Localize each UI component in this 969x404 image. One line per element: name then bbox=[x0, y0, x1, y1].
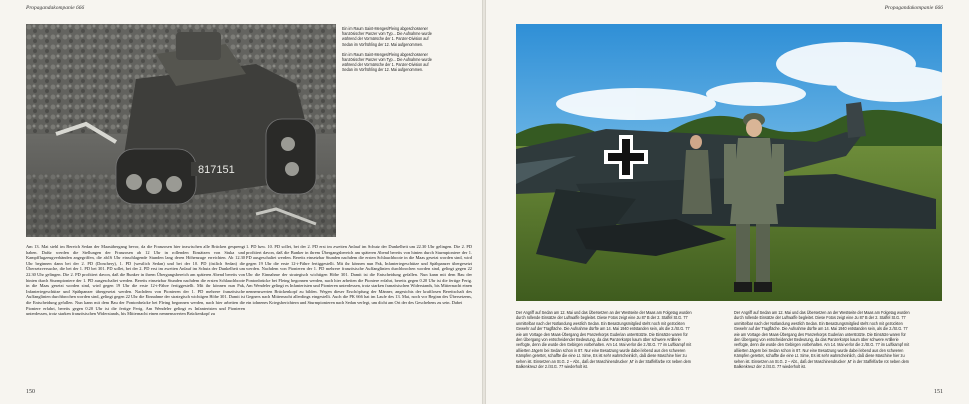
stuka-photo bbox=[516, 24, 942, 301]
tank-caption-column bbox=[342, 26, 437, 78]
tank-photo bbox=[26, 24, 336, 237]
body-text-column-1: Am 13. Mai stehl im Bereich Sedan der Maasübergang bevor, da die Franzosen hier inzwischen alle Brücken gesprengt haben. Dafür werden die Stellungen der Franzosen ab 12 Uhr in rollenden Einsätzen von Stuka und Kampfflugzeugverbänden angegriffen, die ab16 Uhr einschlagende Stunden lang deren Höhenzuge erreichten. Ab 12.30 Uhr beginnen dann bei der 2. PD (Donchery), 1. PD (westlich Sedan) und bei der 10. PD (östlich Sedan) die Übersetzversuche, die bei der 1. PD bei 301. PD sollet, bei der 2. PD erst im zweiten Anlauf im Schutz der Dunkelheit um 22.30 Uhr gelingen. Die 2. PD profitiert davon, daß die Bunker in ihrem Übergangsbereich am späteren Abend bereits von hinten durch Sturmpioniere der 1. PD ausgeschaltet werden. Bereits einsetzbar Stunden nachdem die ersten Schlauchboote in die Maas gesetzt worden sind, wird gegen 19 Uhr die erste 12-t-Fähre fertiggestellt. Mit ihr können nun Pak, Infanteriegeschütze und Spähpanzer übergesetzt werden. Nachdem von Pionieren der 1. PD mehrere französische Auffanglinien durchbrochen worden sind, gelingt gegen 22 Uhr die Einnahme der strategisch wichtigen Höhe 301. Damit ist die Entscheidung gefallen. Nun kann mit dem Bau der Pontonbrücke bei Fleing begonnen werden, nach hier arbeiten die Pioniere erfahrt, bereits gegen 0.20 Uhr ist die fertige Ferig. Am Wendeler gelingt es Infanteristen und Pionieren unterdessen, trotz starken französischen Widerstands, bis Mitternacht einen nennenswerten Brückenkopf zu bbox=[26, 244, 245, 317]
right-page bbox=[486, 0, 969, 404]
right-page-number: 151 bbox=[934, 389, 943, 395]
ju87-crash-image bbox=[516, 24, 942, 301]
left-running-head: Propagandakompanie 666 bbox=[26, 5, 85, 11]
tank-caption-2: Ein im Raum Saint-Menges/Fleing abgeschossener französischer Panzer vom Typ... Die Aufnahme wurde während der Vormärsche der 1. Panzer-Division auf Sedan im Vorfrühling der 12. Mai aufgenommen. bbox=[342, 51, 432, 73]
right-running-head: Propagandakompanie 666 bbox=[884, 5, 943, 11]
body-text-column-2: 1. PD bzw. 10. PD sollet, bei der 2. PD erst im zweiten Anlauf im Schutz der Dunkelheit um 22.30 Uhr gelingen. Die 2. PD profitiert davon, daß die Bunker in ihrem Übergangsbereich am späteren Abend bereits von hinten durch Sturmpioniere der 1. PD ausgeschaltet werden. Bereits einsetzbar Stunden nachdem die ersten Schlauchboote in die Maas gesetzt worden sind, wird gegen 19 Uhr die erste 12-t-Fähre fertiggestellt. Mit ihr können nun Pak, Infanteriegeschütze und Spähpanzer übergesetzt werden. Nachdem von Pionieren der 1. PD mehrere französische Auffanglinien durchbrochen worden sind, gelingt gegen 22 Uhr die Einnahme der strategisch wichtigen Höhe 301. Damit ist die Entscheidung gefallen. Nun kann mit dem Bau der Pontonbrücke bei Fleing begonnen werden, nach hier arbeiten die Pioniere erfahrt, bereits gegen 0.20 Uhr ist die fertige Ferig. Am Wendeler gelingt es Infanteristen und Pionieren unterdessen, trotz starken französischen Widerstands, bis Mitternacht einen nennenswerten Brückenkopf zu bilden. Wegen dieser Erschöpfung der Männer, angesichts der kraftlosen Bereitschaft des Gegners nach Mitternacht allerdings eingestellt. Auch die PK 666 hat im Laufe des 13. Mai, noch vor Beginn des Übersetzens, ein iohnenes Kriegsberichtern und Sturmpionieren nach Sedan verlegt, um dicht am Ort der des Geschehens zu sein. Dabei bbox=[246, 244, 472, 305]
left-page-number: 150 bbox=[26, 389, 35, 395]
left-page bbox=[0, 0, 482, 404]
tank-caption-1: Ein im Raum Saint-Menges/Fleing abgeschossener französischer Panzer vom Typ... Die Aufnahme wurde während der Vormärsche der 1. Panzer-Division auf Sedan im Vorfrühling der 12. Mai aufgenommen. bbox=[342, 26, 432, 47]
stuka-caption-left: Der Angriff auf Sedan am 12. Mai und das Übersetzen an der Westseite der Maas am Folgetag wurden durch rollende Einsätze der Luftwaffe begleitet. Diese Fotos zeigt eine Ju 87 B der 2. Staffel St.G. 77 unmittelbar nach der Notlandung westlich Sedan. Ein Besatzungsmitglied steht noch mit gezückten Gewehr auf der Tragfläche. Die Aufnahme dürfte am 14. Mai 1940 entstanden sein, als die 2./St.G. 77 wie am Vortage den Maas-Übergang des Panzerkorps Guderian unterstützte. Die Einsätze waren für den Übergang von entscheidender Bedeutung, da das Panzerkorps kaum über schwere Artillerie verfügte, denn die wurde den Gebirgen vorbehalten. Am 14. Mai verlor die 2./St.G. 77 im Luftkampf mit alliierten Jägern bei Sedan schon in 87. Nur eine Besatzung wurde dabei lebend aus den schweren Kämpfen gerettet, schaffte die eine Lt. Sime, Es ist sehr wahrscheinlich, daß diese Maschine hier zu sehen ist. Einsetzen an St.G. 2 – Abt., daß der Maschinendrucker ‚M' in der Staffelfarbe rot neben dem Balkenkreuz der 2./St.G. 77 wiederholt ist. bbox=[516, 310, 692, 370]
tank-marking-number: 817151 bbox=[198, 164, 235, 176]
wrecked-tank-image bbox=[26, 24, 336, 237]
stuka-caption-right: Der Angriff auf Sedan am 12. Mai und das Übersetzen an der Westseite der Maas am Folgetag wurden durch rollende Einsätze der Luftwaffe begleitet. Diese Fotos zeigt eine Ju 87 B der 2. Staffel St.G. 77 unmittelbar nach der Notlandung westlich Sedan. Ein Besatzungsmitglied steht noch mit gezückten Gewehr auf der Tragfläche. Die Aufnahme dürfte am 14. Mai 1940 entstanden sein, als die 2./St.G. 77 wie am Vortage den Maas-Übergang des Panzerkorps Guderian unterstützte. Die Einsätze waren für den Übergang von entscheidender Bedeutung, da das Panzerkorps kaum über schwere Artillerie verfügte, denn die wurde den Gebirgen vorbehalten. Am 14. Mai verlor die 2./St.G. 77 im Luftkampf mit alliierten Jägern bei Sedan schon in 87. Nur eine Besatzung wurde dabei lebend aus den schweren Kämpfen gerettet, schaffte die eine Lt. Sime, Es ist sehr wahrscheinlich, daß diese Maschine hier zu sehen ist. Einsetzen an St.G. 2 – Abt., daß der Maschinendrucker ‚M' in der Staffelfarbe rot neben dem Balkenkreuz der 2./St.G. 77 wiederholt ist. bbox=[734, 310, 910, 370]
